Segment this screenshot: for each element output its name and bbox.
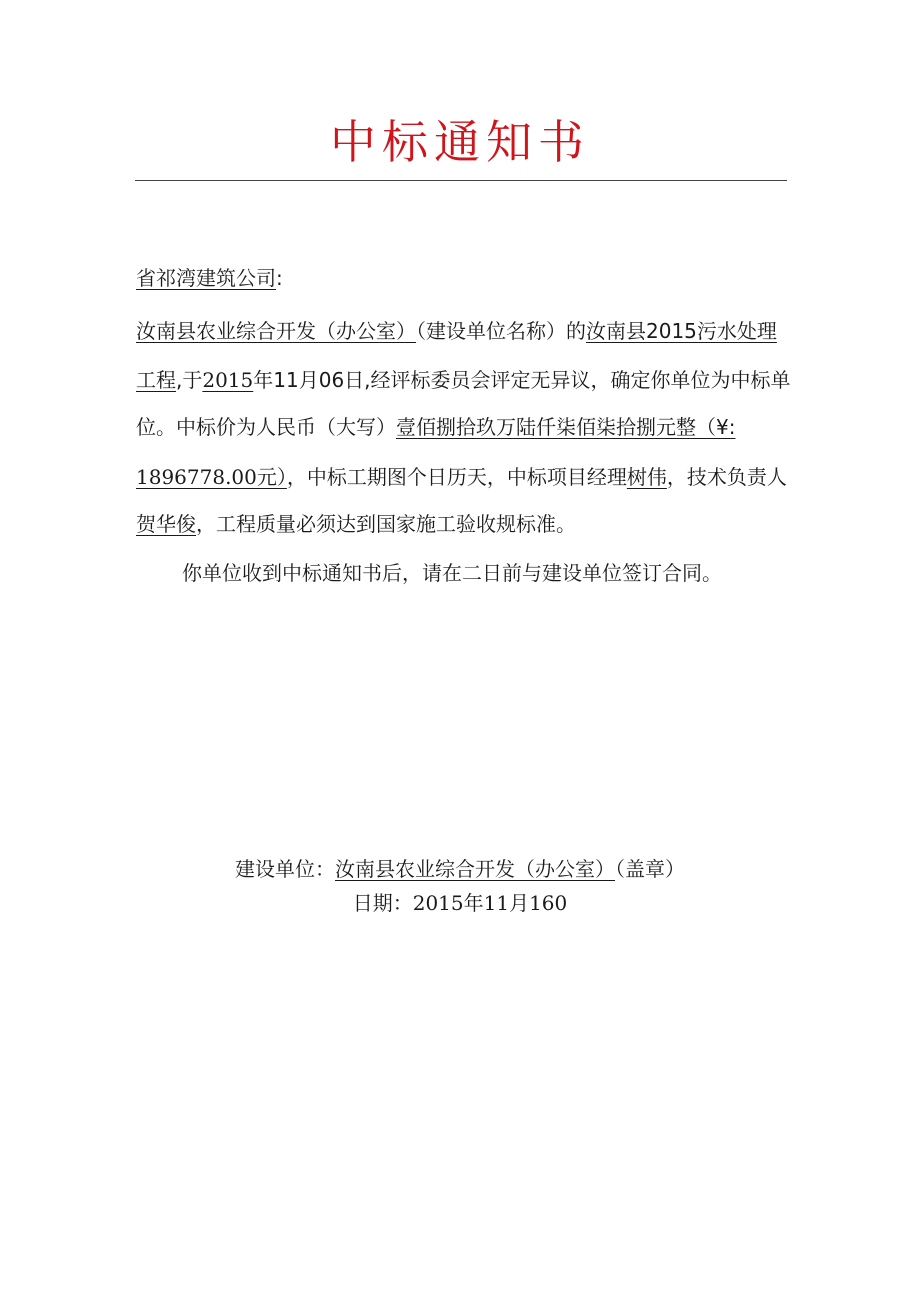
recipient-suffix: : — [276, 266, 283, 290]
client-label: （建设单位名称）的 — [416, 319, 586, 343]
price-intro: 位。中标价为人民币（大写） — [136, 415, 396, 439]
price-in-words: 壹佰捌拾玖万陆仟柒佰柒拾捌元整（¥: — [396, 415, 736, 439]
award-year: 2015 — [202, 368, 254, 392]
body-line-4 — [136, 461, 786, 493]
tech-lead-name: 贺华俊 — [136, 512, 196, 536]
document-title: 中标通知书 — [330, 115, 590, 169]
date-label: 日期： — [352, 891, 413, 915]
body-line-2 — [136, 364, 791, 396]
recipient-name: 省祁湾建筑公司 — [136, 266, 276, 290]
signature-seal: （盖章） — [615, 857, 685, 881]
project-name-part1: 汝南县2015污水处理 — [586, 319, 777, 343]
body-paragraph-2: 你单位收到中标通知书后，请在二日前与建设单位签订合同。 — [182, 561, 722, 585]
award-date-text: 年11月06日,经评标委员会评定无异议，确定你单位为中标单 — [253, 368, 791, 392]
date-value: 2015年11月160 — [412, 891, 568, 915]
signature-client: 汝南县农业综合开发（办公室） — [335, 857, 615, 881]
project-name-part2: 工程 — [136, 368, 176, 392]
client-name: 汝南县农业综合开发（办公室） — [136, 319, 416, 343]
body-line-1 — [136, 315, 786, 347]
tech-lead-label: ，技术负责人 — [666, 465, 787, 489]
project-manager-name: 树伟 — [626, 465, 667, 489]
title-divider — [135, 180, 787, 181]
duration-text: ，中标工期图个日历天，中标项目经理 — [286, 465, 627, 489]
date-line — [0, 887, 920, 919]
signature-label: 建设单位： — [235, 857, 335, 881]
date-prefix: ,于 — [176, 368, 203, 392]
price-number: 1896778.00元） — [136, 465, 287, 489]
quality-text: ，工程质量必须达到国家施工验收规标准。 — [196, 512, 576, 536]
signature-line — [0, 853, 920, 885]
recipient-line — [136, 262, 283, 294]
body-line-5 — [136, 508, 786, 540]
body-line-3 — [136, 411, 786, 443]
